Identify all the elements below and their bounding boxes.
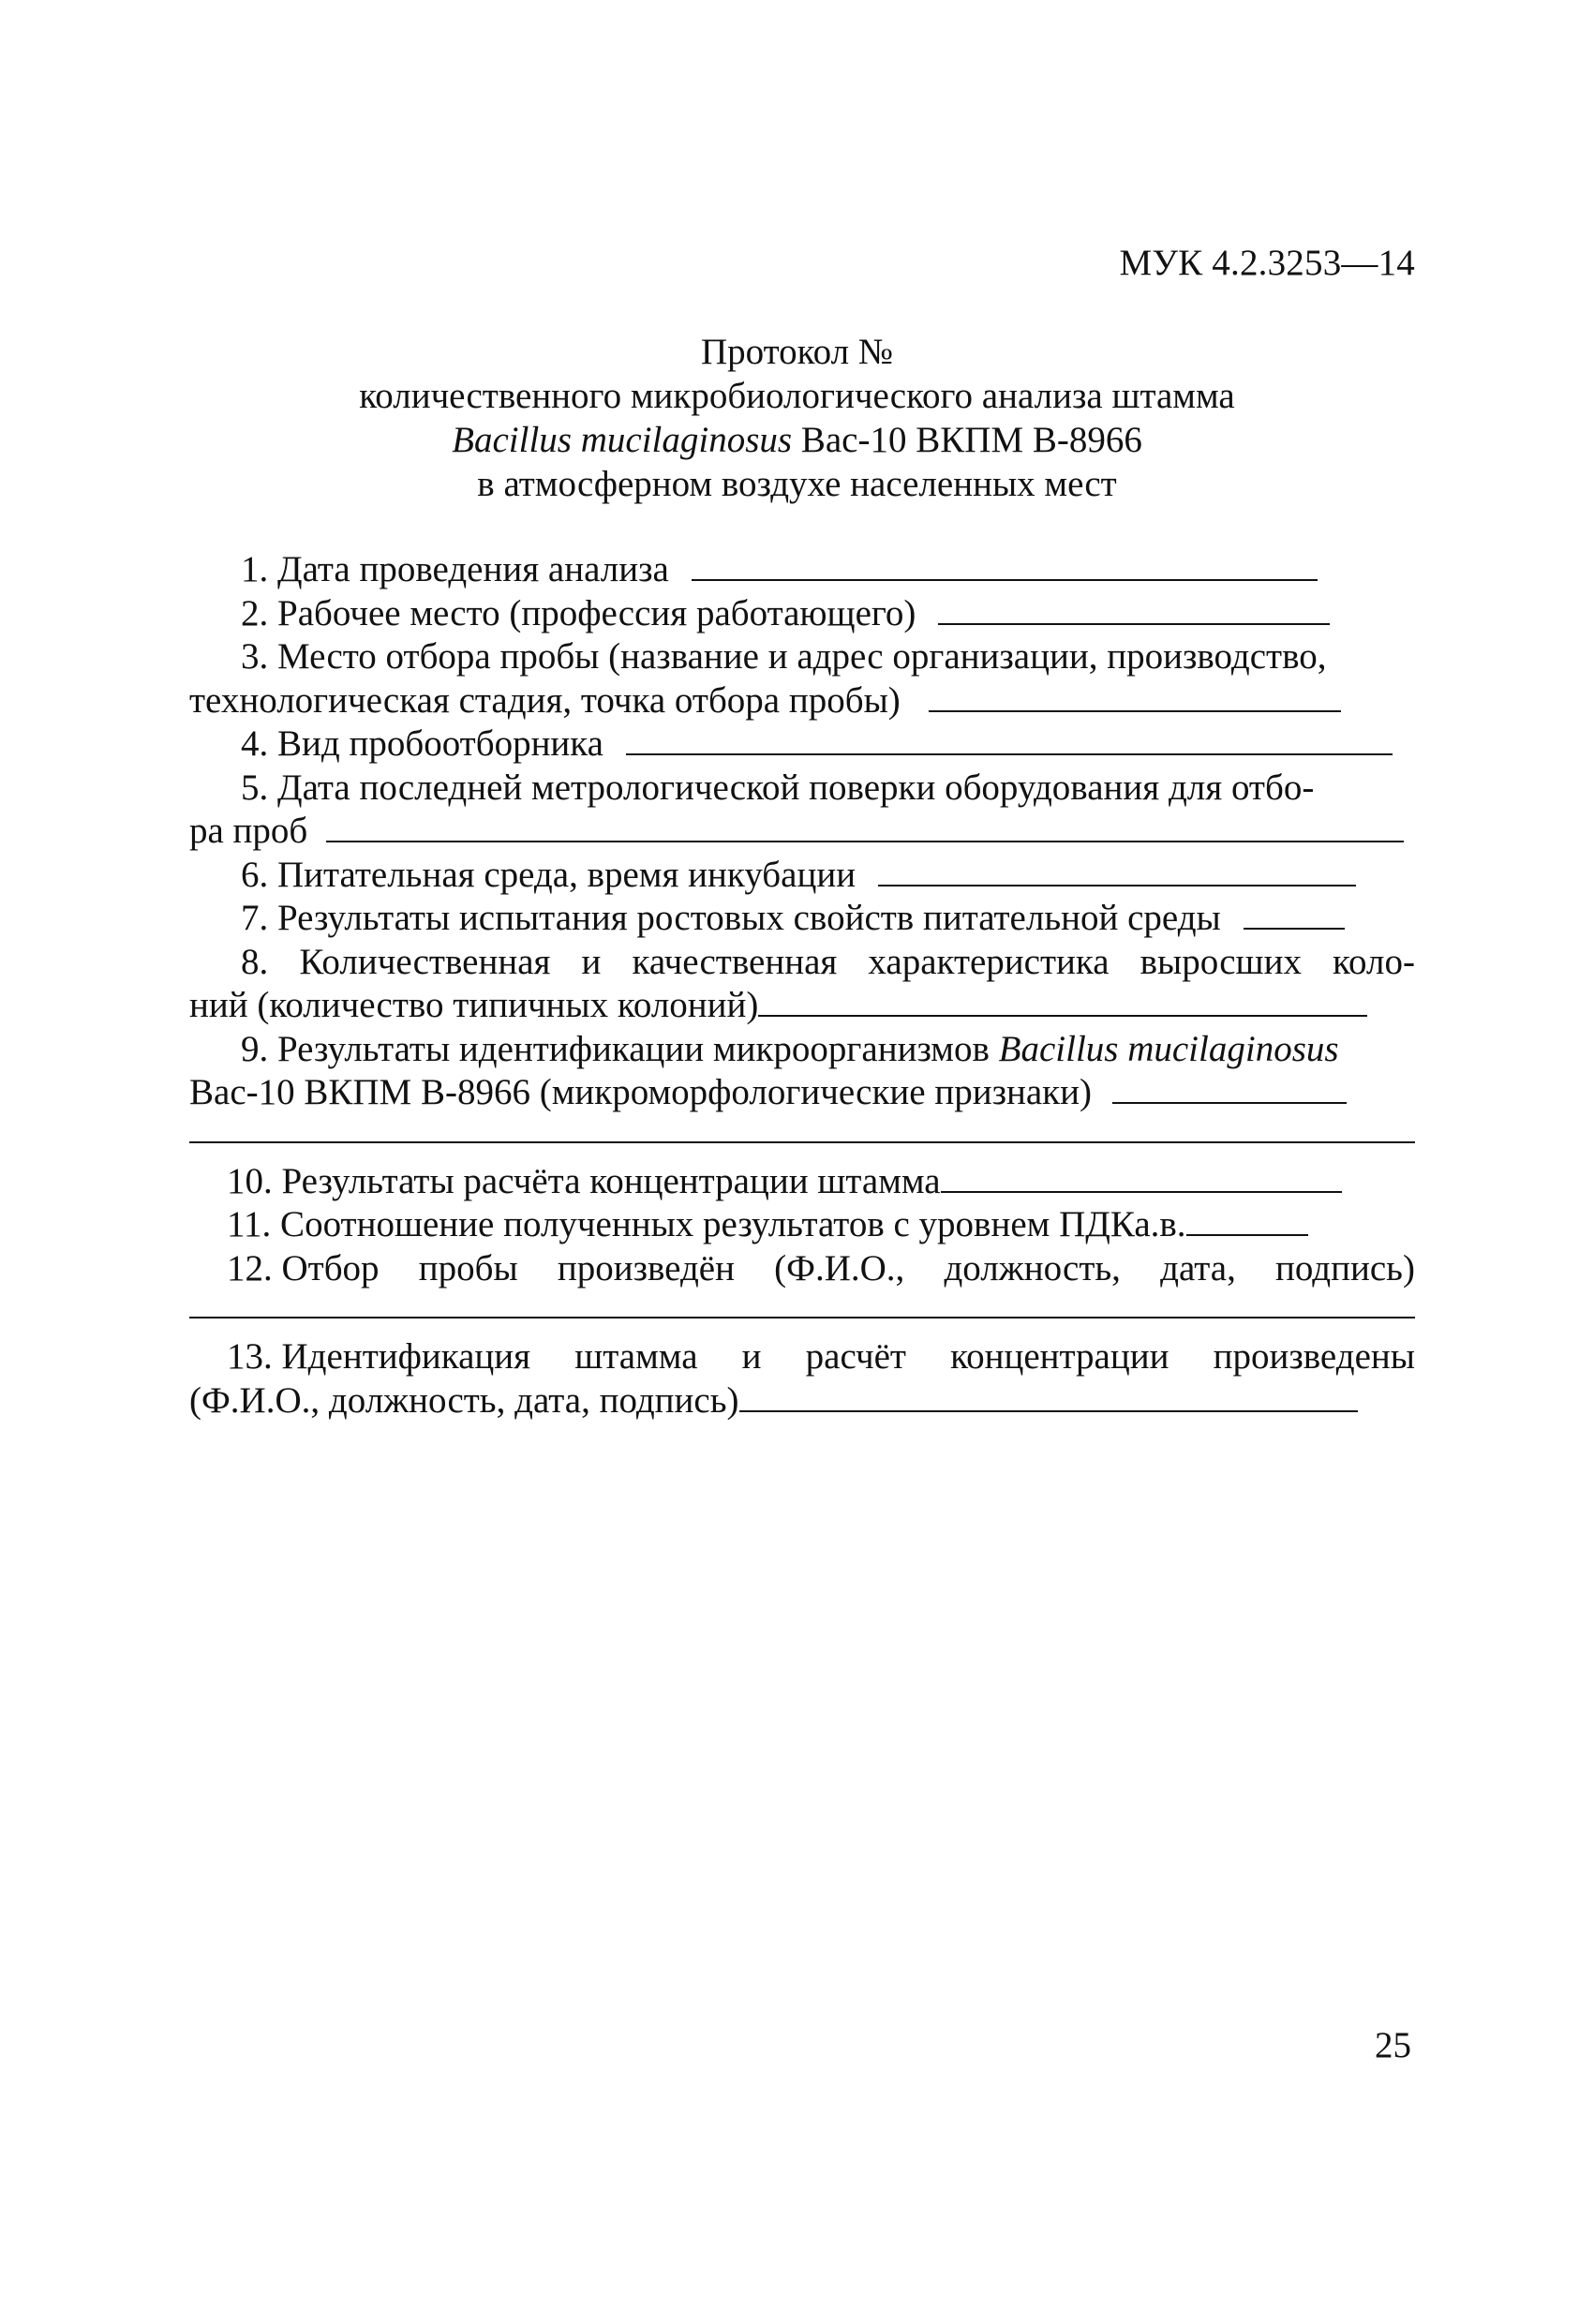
title-line-1: Протокол № (700, 332, 894, 372)
item-2-label: 2. Рабочее место (профессия работающего) (241, 592, 916, 633)
item-8-word: выросших (1140, 941, 1302, 982)
item-13-line-1 (189, 1335, 1415, 1379)
item-13-blank[interactable] (739, 1379, 1358, 1412)
item-8-word: коло- (1333, 941, 1415, 982)
item-6 (189, 854, 1415, 898)
item-1 (189, 548, 1415, 592)
title-line-3 (0, 418, 1594, 462)
item-9-label-cont: Вас-10 ВКПМ В-8966 (микроморфологические признаки) (189, 1072, 1092, 1112)
item-13-word: концентрации (950, 1336, 1169, 1377)
protocol-items (189, 548, 1415, 1423)
item-12-word: 12. Отбор (227, 1247, 380, 1289)
item-9-blank-line[interactable] (189, 1115, 1415, 1143)
item-9-line-2 (189, 1071, 1415, 1115)
item-3-label-cont: технологическая стадия, точка отбора пробы) (189, 679, 901, 721)
item-1-blank[interactable] (692, 548, 1318, 581)
item-8-word: 8. (241, 941, 269, 982)
item-10-blank[interactable] (941, 1160, 1342, 1193)
item-11 (189, 1203, 1415, 1247)
item-7 (189, 897, 1415, 941)
item-3-label: 3. Место отбора пробы (название и адрес организации, производство, (241, 636, 1327, 677)
item-7-blank[interactable] (1244, 897, 1345, 930)
item-5-label-cont: ра проб (189, 811, 308, 851)
item-5-line-1 (189, 767, 1415, 811)
item-13-word: 13. Идентификация (227, 1336, 531, 1377)
item-13-word: и (741, 1336, 762, 1377)
item-9-line-1 (189, 1028, 1415, 1072)
item-6-blank[interactable] (878, 854, 1356, 886)
item-3-line-1 (189, 635, 1415, 679)
item-8-blank[interactable] (758, 984, 1367, 1017)
item-8-word: характеристика (868, 941, 1110, 982)
page-number: 25 (1375, 2025, 1411, 2065)
title-line-4: в атмосферном воздухе населенных мест (477, 464, 1117, 504)
item-3-blank[interactable] (929, 679, 1341, 712)
item-4-blank[interactable] (626, 723, 1393, 755)
item-6-label: 6. Питательная среда, время инкубации (241, 854, 857, 895)
item-8-line-2 (189, 984, 1415, 1028)
item-12-word: подпись) (1275, 1247, 1415, 1289)
item-8-word: качественная (632, 941, 838, 982)
item-11-label: 11. Соотношение полученных результатов с уровнем ПДКа.в. (227, 1204, 1186, 1244)
item-2 (189, 592, 1415, 636)
item-10-label: 10. Результаты расчёта концентрации штамма (227, 1160, 941, 1201)
item-13-word: штамма (574, 1336, 698, 1377)
item-8-line-1 (189, 941, 1415, 985)
item-12-blank-line[interactable] (189, 1290, 1415, 1318)
item-13-line-2 (189, 1379, 1415, 1423)
strain-code: Вас-10 ВКПМ В-8966 (792, 420, 1142, 460)
document-code: МУК 4.2.3253—14 (1119, 243, 1415, 283)
item-4 (189, 723, 1415, 767)
protocol-title (0, 330, 1594, 506)
item-8-word: и (581, 941, 602, 982)
strain-name: Bacillus mucilaginosus (452, 420, 793, 460)
item-5-blank[interactable] (326, 810, 1404, 842)
item-11-blank[interactable] (1186, 1203, 1308, 1236)
item-4-label: 4. Вид пробоотборника (241, 723, 603, 764)
item-9-strain: Bacillus mucilaginosus (998, 1028, 1339, 1069)
item-7-label: 7. Результаты испытания ростовых свойств питательной среды (241, 898, 1221, 938)
item-12 (189, 1247, 1415, 1291)
item-12-word: произведён (557, 1247, 735, 1289)
item-9-label: 9. Результаты идентификации микроорганизмов (241, 1028, 999, 1069)
item-13-word: расчёт (805, 1336, 906, 1377)
item-3-line-2 (189, 679, 1415, 723)
item-13-label-cont: (Ф.И.О., должность, дата, подпись) (189, 1379, 739, 1421)
item-12-word: дата, (1160, 1247, 1236, 1289)
title-line-2: количественного микробиологического анализа штамма (359, 376, 1235, 416)
item-12-word: (Ф.И.О., (774, 1247, 905, 1289)
item-1-label: 1. Дата проведения анализа (241, 549, 669, 589)
item-2-blank[interactable] (938, 592, 1330, 625)
item-12-word: пробы (418, 1247, 518, 1289)
item-13-word: произведены (1213, 1336, 1415, 1377)
item-8-label-cont: ний (количество типичных колоний) (189, 985, 759, 1025)
item-5-label: 5. Дата последней метрологической поверки оборудования для отбо- (241, 767, 1315, 808)
item-5-line-2 (189, 810, 1415, 854)
item-12-word: должность, (944, 1247, 1121, 1289)
item-8-word: Количественная (299, 941, 551, 982)
item-10 (189, 1160, 1415, 1204)
item-9-blank[interactable] (1112, 1071, 1347, 1104)
